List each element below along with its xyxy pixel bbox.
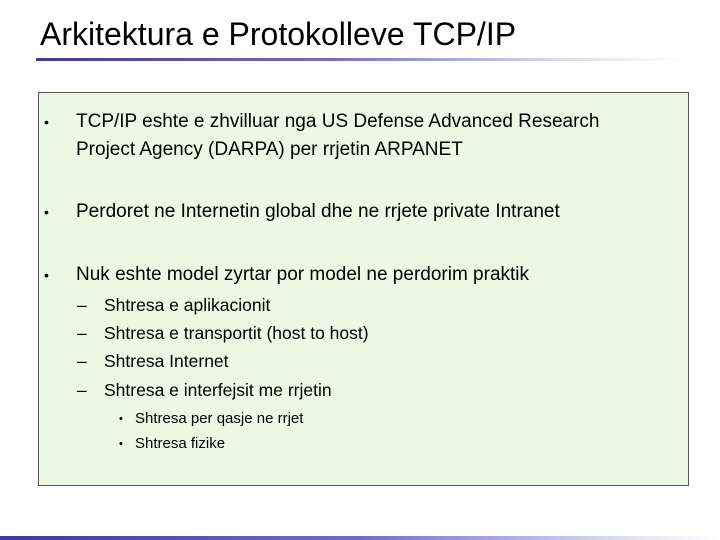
dash-icon: – bbox=[77, 351, 87, 371]
bullet-text-line: Nuk eshte model zyrtar por model ne perdorim praktik bbox=[76, 264, 530, 285]
bullet-text-line: Project Agency (DARPA) per rrjetin ARPANET bbox=[76, 139, 463, 160]
bullet-text-line: Perdoret ne Internetin global dhe ne rrjete private Intranet bbox=[76, 201, 560, 222]
bullet-text-line: TCP/IP eshte e zhvilluar nga US Defense Advanced Research bbox=[76, 111, 600, 132]
bullet-icon: • bbox=[44, 114, 49, 130]
layer-label: Shtresa e interfejsit me rrjetin bbox=[104, 380, 332, 400]
dash-icon: – bbox=[77, 380, 87, 400]
bullet-icon: • bbox=[44, 267, 49, 283]
dash-icon: – bbox=[77, 323, 87, 343]
footer-bar bbox=[0, 536, 720, 540]
layer-label: Shtresa e transportit (host to host) bbox=[104, 323, 369, 343]
slide-title: Arkitektura e Protokolleve TCP/IP bbox=[40, 16, 517, 52]
layer-label: Shtresa Internet bbox=[104, 351, 229, 371]
title-underline bbox=[36, 58, 684, 61]
bullet-icon: • bbox=[119, 413, 123, 425]
bullet-icon: • bbox=[119, 438, 123, 450]
layer-label: Shtresa e aplikacionit bbox=[104, 295, 271, 315]
bullet-icon: • bbox=[44, 204, 49, 220]
dash-icon: – bbox=[77, 295, 87, 315]
sublayer-label: Shtresa per qasje ne rrjet bbox=[135, 410, 304, 427]
sublayer-label: Shtresa fizike bbox=[135, 435, 226, 452]
